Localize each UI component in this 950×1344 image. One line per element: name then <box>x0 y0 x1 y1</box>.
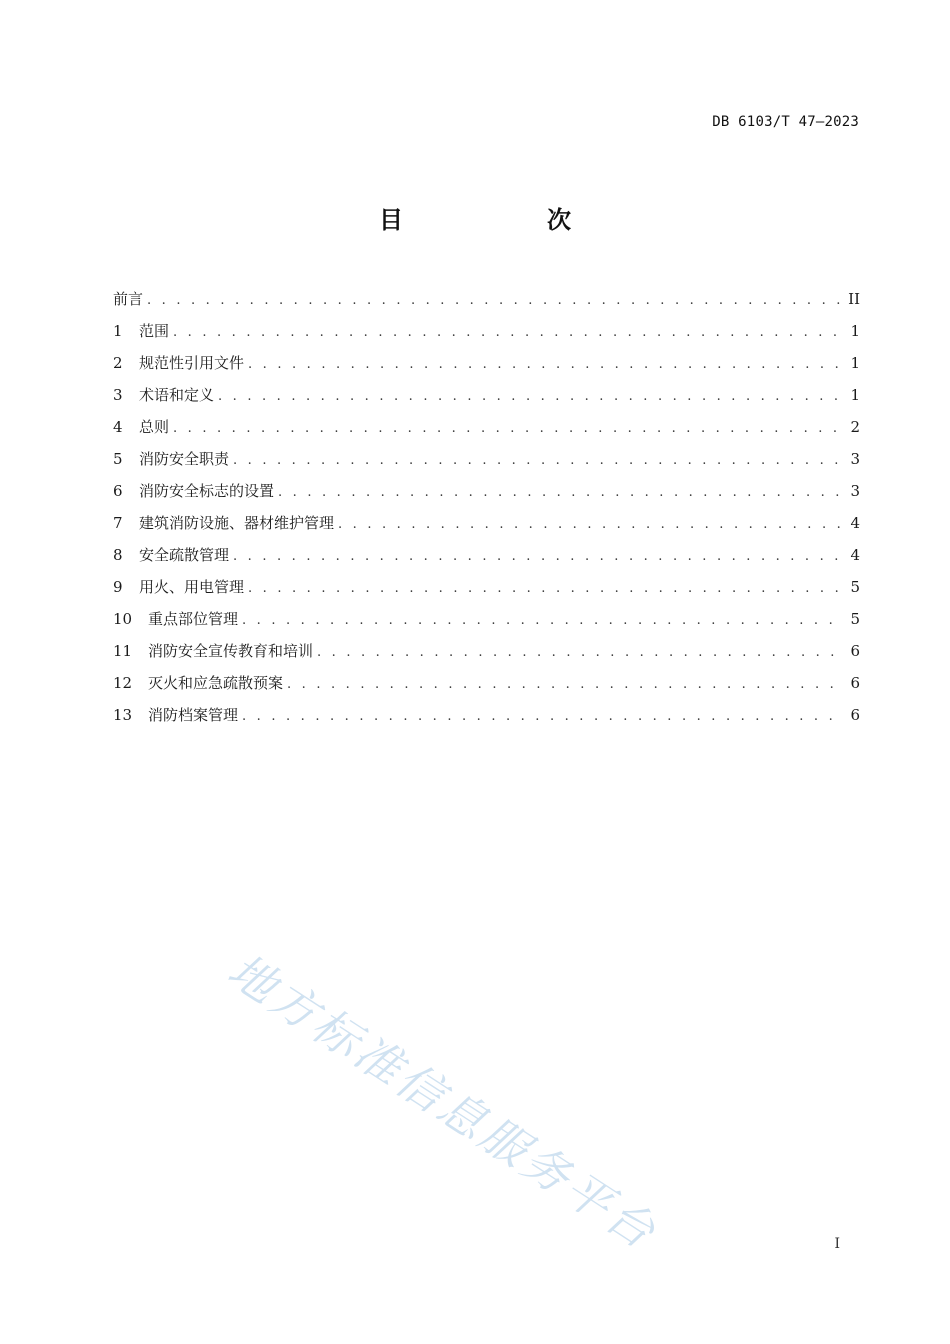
toc-leader-dots <box>173 321 842 345</box>
document-code: DB 6103/T 47—2023 <box>712 114 859 130</box>
toc-entry-number: 5 <box>113 450 123 468</box>
toc-entry-5[interactable] <box>113 447 860 479</box>
toc-entry-2[interactable] <box>113 351 860 383</box>
table-of-contents <box>113 287 860 735</box>
toc-entry-page: 5 <box>850 578 860 596</box>
toc-leader-dots <box>317 641 842 665</box>
toc-entry-page: 5 <box>850 610 860 628</box>
toc-entry-3[interactable] <box>113 383 860 415</box>
toc-entry-number: 4 <box>113 418 123 436</box>
toc-entry-title[interactable]: 安全疏散管理 <box>139 546 230 564</box>
toc-entry-number: 11 <box>113 642 133 660</box>
toc-entry-page: 1 <box>850 386 860 404</box>
page-title: 目 次 <box>379 206 631 234</box>
toc-entry-page: 6 <box>850 642 860 660</box>
toc-entry-12[interactable] <box>113 671 860 703</box>
toc-entry-number: 12 <box>113 674 133 692</box>
toc-entry-number: 10 <box>113 610 133 628</box>
toc-entry-page: 2 <box>850 418 860 436</box>
page-number: I <box>834 1236 840 1252</box>
toc-entry-11[interactable] <box>113 639 860 671</box>
toc-entry-title[interactable]: 范围 <box>139 322 170 340</box>
toc-entry-number: 3 <box>113 386 123 404</box>
toc-leader-dots <box>248 353 842 377</box>
toc-entry-page: 6 <box>850 706 860 724</box>
toc-entry-foreword[interactable] <box>113 287 860 319</box>
toc-entry-1[interactable] <box>113 319 860 351</box>
toc-entry-4[interactable] <box>113 415 860 447</box>
toc-entry-title[interactable]: 灭火和应急疏散预案 <box>148 674 284 692</box>
toc-entry-title[interactable]: 重点部位管理 <box>148 610 239 628</box>
toc-entry-page: 1 <box>850 322 860 340</box>
toc-entry-title[interactable]: 总则 <box>139 418 170 436</box>
toc-entry-title[interactable]: 消防安全标志的设置 <box>139 482 275 500</box>
toc-entry-title[interactable]: 消防安全宣传教育和培训 <box>148 642 314 660</box>
toc-entry-13[interactable] <box>113 703 860 735</box>
toc-entry-number: 8 <box>113 546 123 564</box>
toc-entry-10[interactable] <box>113 607 860 639</box>
toc-leader-dots <box>147 289 840 313</box>
toc-entry-number: 7 <box>113 514 123 532</box>
watermark: 地方标准信息服务平台 <box>218 942 668 1261</box>
toc-entry-number: 13 <box>113 706 133 724</box>
toc-entry-page: 4 <box>850 514 860 532</box>
toc-entry-page: 3 <box>850 482 860 500</box>
toc-entry-number: 2 <box>113 354 123 372</box>
toc-entry-title[interactable]: 建筑消防设施、器材维护管理 <box>139 514 335 532</box>
toc-leader-dots <box>233 545 842 569</box>
toc-leader-dots <box>287 673 842 697</box>
toc-leader-dots <box>173 417 842 441</box>
toc-leader-dots <box>248 577 842 601</box>
toc-entry-page: II <box>848 290 860 308</box>
toc-entry-title[interactable]: 规范性引用文件 <box>139 354 245 372</box>
toc-entry-title[interactable]: 消防档案管理 <box>148 706 239 724</box>
toc-entry-title[interactable]: 前言 <box>113 290 144 308</box>
toc-leader-dots <box>242 609 842 633</box>
toc-entry-9[interactable] <box>113 575 860 607</box>
toc-leader-dots <box>338 513 842 537</box>
toc-entry-page: 3 <box>850 450 860 468</box>
toc-leader-dots <box>233 449 842 473</box>
toc-entry-page: 6 <box>850 674 860 692</box>
toc-entry-8[interactable] <box>113 543 860 575</box>
toc-entry-page: 4 <box>850 546 860 564</box>
toc-entry-number: 6 <box>113 482 123 500</box>
toc-entry-6[interactable] <box>113 479 860 511</box>
toc-entry-number: 9 <box>113 578 123 596</box>
toc-leader-dots <box>218 385 842 409</box>
toc-leader-dots <box>278 481 842 505</box>
toc-entry-title[interactable]: 术语和定义 <box>139 386 215 404</box>
toc-entry-title[interactable]: 消防安全职责 <box>139 450 230 468</box>
toc-entry-number: 1 <box>113 322 123 340</box>
toc-entry-7[interactable] <box>113 511 860 543</box>
toc-entry-title[interactable]: 用火、用电管理 <box>139 578 245 596</box>
toc-entry-page: 1 <box>850 354 860 372</box>
toc-leader-dots <box>242 705 842 729</box>
